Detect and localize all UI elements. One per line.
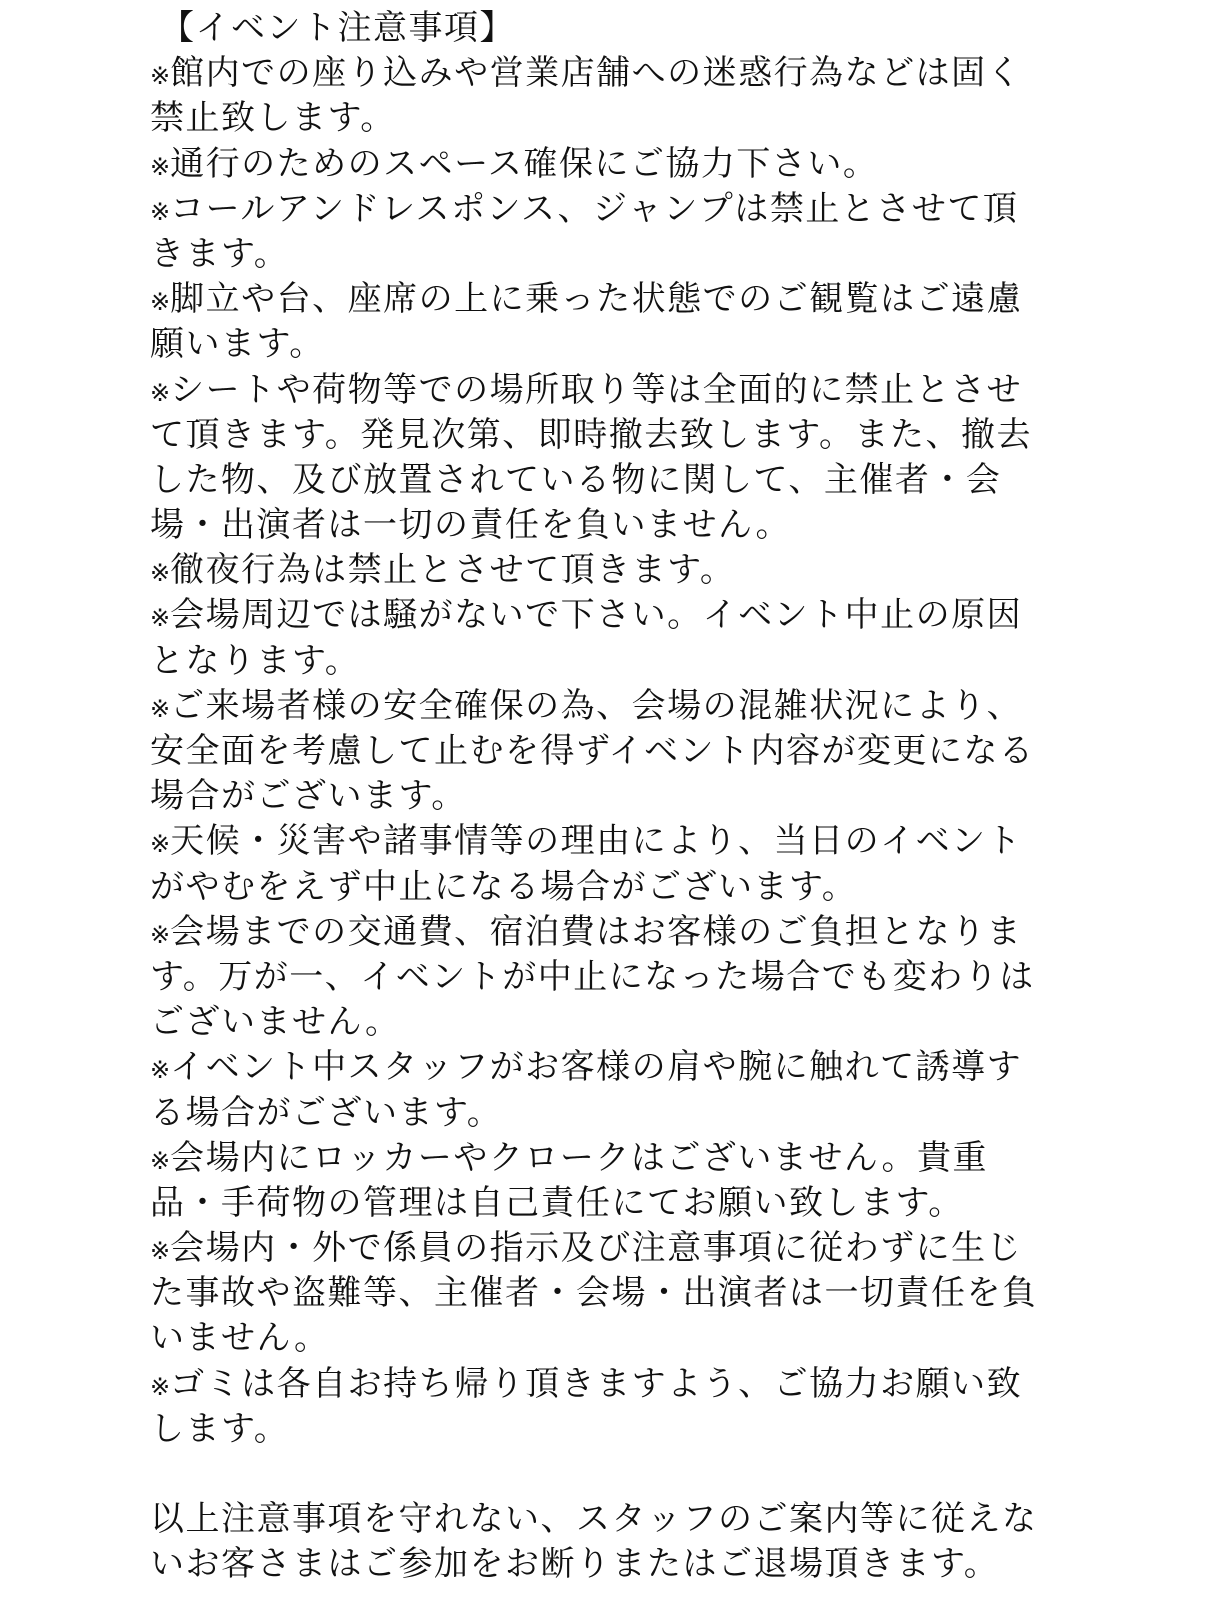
notice-line bbox=[150, 639, 1090, 684]
note-mark: ※ bbox=[150, 920, 171, 949]
notice-text: コールアンドレスポンス、ジャンプは禁止とさせて頂 bbox=[170, 188, 1019, 229]
document-title: 【イベント注意事項】 bbox=[160, 8, 515, 48]
notice-text: た事故や盗難等、主催者・会場・出演者は一切責任を負 bbox=[150, 1273, 1038, 1314]
notice-line bbox=[150, 1000, 1090, 1045]
notice-text: 脚立や台、座席の上に乗った状態でのご観覧はご遠慮 bbox=[170, 279, 1023, 320]
notice-text: 館内での座り込みや営業店舗への迷惑行為などは固く bbox=[170, 53, 1023, 94]
notice-line bbox=[150, 1271, 1090, 1316]
notice-list bbox=[150, 51, 1090, 1452]
notice-line bbox=[150, 1091, 1090, 1136]
notice-line bbox=[150, 865, 1090, 910]
notice-line bbox=[150, 910, 1090, 955]
notice-text: る場合がございます。 bbox=[150, 1092, 503, 1133]
note-mark: ※ bbox=[150, 604, 171, 633]
notice-line bbox=[150, 684, 1090, 729]
notice-line bbox=[150, 955, 1090, 1000]
notice-text: ゴミは各自お持ち帰り頂きますよう、ご協力お願い致 bbox=[170, 1363, 1023, 1404]
notice-line bbox=[150, 548, 1090, 593]
notice-text: 場・出演者は一切の責任を負いません。 bbox=[150, 505, 792, 546]
notice-line bbox=[150, 1362, 1090, 1407]
note-mark: ※ bbox=[150, 559, 171, 588]
notice-text: 天候・災害や諸事情等の理由により、当日のイベント bbox=[170, 821, 1023, 862]
notice-text: シートや荷物等での場所取り等は全面的に禁止とさせ bbox=[170, 369, 1023, 410]
note-mark: ※ bbox=[150, 1372, 171, 1401]
notice-line bbox=[150, 51, 1090, 96]
notice-text: て頂きます。発見次第、即時撤去致します。また、撤去 bbox=[150, 414, 1033, 455]
notice-line bbox=[150, 1181, 1090, 1226]
notice-line bbox=[150, 458, 1090, 503]
note-mark: ※ bbox=[150, 694, 171, 723]
notice-text: となります。 bbox=[150, 640, 361, 681]
note-mark: ※ bbox=[150, 1237, 171, 1266]
notice-text: 場合がございます。 bbox=[150, 776, 467, 817]
notice-text: 願います。 bbox=[150, 324, 325, 365]
note-mark: ※ bbox=[150, 1146, 171, 1175]
notice-text: 通行のためのスペース確保にご協力下さい。 bbox=[170, 143, 879, 184]
notice-line bbox=[150, 593, 1090, 638]
note-mark: ※ bbox=[150, 152, 171, 181]
notice-text: 徹夜行為は禁止とさせて頂きます。 bbox=[170, 550, 736, 591]
notice-line bbox=[150, 1045, 1090, 1090]
notice-line bbox=[150, 1316, 1090, 1361]
note-mark: ※ bbox=[150, 288, 171, 317]
notice-line bbox=[150, 1226, 1090, 1271]
notice-line bbox=[150, 819, 1090, 864]
notice-line bbox=[150, 503, 1090, 548]
notice-line bbox=[150, 368, 1090, 413]
notice-line bbox=[150, 413, 1090, 458]
closing-line: 以上注意事項を守れない、スタッフのご案内等に従えな bbox=[150, 1499, 1038, 1540]
notice-line bbox=[150, 1407, 1090, 1452]
notice-text: ご来場者様の安全確保の為、会場の混雑状況により、 bbox=[170, 685, 1023, 726]
notice-text: 安全面を考慮して止むを得ずイベント内容が変更になる bbox=[150, 731, 1035, 772]
note-mark: ※ bbox=[150, 1056, 171, 1085]
closing-statement bbox=[150, 1497, 1090, 1587]
notice-line bbox=[150, 774, 1090, 819]
closing-line: いお客さまはご参加をお断りまたはご退場頂きます。 bbox=[150, 1544, 1000, 1585]
notice-text: ございません。 bbox=[150, 1002, 401, 1043]
notice-text: 品・手荷物の管理は自己責任にてお願い致します。 bbox=[150, 1182, 964, 1223]
paragraph-gap bbox=[150, 1452, 1090, 1497]
notice-line bbox=[150, 322, 1090, 367]
notice-line bbox=[150, 1136, 1090, 1181]
notice-text: 会場周辺では騒がないで下さい。イベント中止の原因 bbox=[170, 595, 1023, 636]
notice-text: イベント中スタッフがお客様の肩や腕に触れて誘導す bbox=[170, 1047, 1023, 1088]
notice-line bbox=[150, 277, 1090, 322]
notice-text: がやむをえず中止になる場合がございます。 bbox=[150, 866, 858, 907]
notice-line bbox=[150, 96, 1090, 141]
note-mark: ※ bbox=[150, 378, 171, 407]
notice-text: いません。 bbox=[150, 1318, 330, 1359]
notice-line bbox=[150, 187, 1090, 232]
note-mark: ※ bbox=[150, 197, 171, 226]
notice-text: します。 bbox=[150, 1408, 290, 1449]
notice-text: 禁止致します。 bbox=[150, 98, 396, 139]
notice-text: 会場内・外で係員の指示及び注意事項に従わずに生じ bbox=[170, 1228, 1023, 1269]
notice-line bbox=[150, 729, 1090, 774]
note-mark: ※ bbox=[150, 830, 171, 859]
notice-text: 会場内にロッカーやクロークはございません。貴重 bbox=[170, 1137, 988, 1178]
notice-line bbox=[150, 232, 1090, 277]
note-mark: ※ bbox=[150, 62, 171, 91]
notice-document bbox=[150, 6, 1090, 1588]
notice-text: きます。 bbox=[150, 233, 290, 274]
notice-line bbox=[150, 142, 1090, 187]
notice-text: した物、及び放置されている物に関して、主催者・会 bbox=[150, 459, 1002, 500]
notice-text: 会場までの交通費、宿泊費はお客様のご負担となりま bbox=[170, 911, 1023, 952]
notice-text: す。万が一、イベントが中止になった場合でも変わりは bbox=[150, 956, 1035, 997]
